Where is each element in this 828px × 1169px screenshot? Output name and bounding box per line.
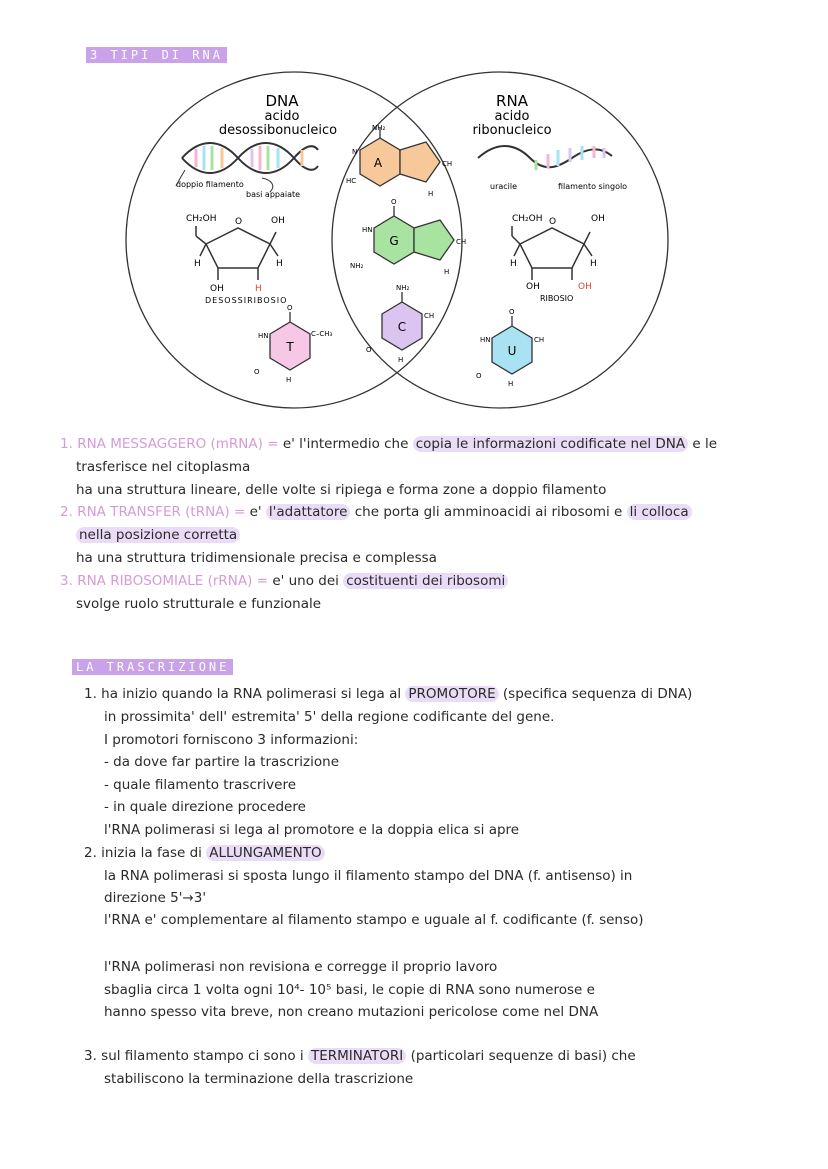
text-line: stabiliscono la terminazione della trascrizione <box>104 1071 414 1087</box>
list-line: ha una struttura lineare, delle volte si ripiega e forma zone a doppio filamento <box>76 482 607 498</box>
ribose-h1: H <box>510 259 517 269</box>
deoxyribose-structure <box>196 226 278 280</box>
text-line: l'RNA polimerasi si lega al promotore e la doppia elica si apre <box>104 822 520 838</box>
thymine-ch3: C–CH₃ <box>311 330 333 338</box>
trna-highlight-3: nella posizione corretta <box>76 527 240 543</box>
thymine-hn: HN <box>258 332 269 340</box>
mrna-text1: e' l'intermedio che <box>282 436 413 452</box>
trna-name: 2. RNA TRANSFER (tRNA) = <box>60 504 246 520</box>
uracil-structure <box>476 308 544 388</box>
mrna-name: 1. RNA MESSAGGERO (mRNA) = <box>60 436 279 452</box>
cytosine-ch: CH <box>424 312 435 320</box>
section-title-rna-types: 3 TIPI DI RNA <box>86 47 227 63</box>
text-line: l'RNA e' complementare al filamento stampo e uguale al f. codificante (f. senso) <box>104 912 644 928</box>
guanine-hn: HN <box>362 226 373 234</box>
thymine-letter: T <box>286 340 294 354</box>
rrna-highlight: costituenti dei ribosomi <box>343 573 508 589</box>
guanine-letter: G <box>389 234 399 248</box>
trna-text2: che porta gli amminoacidi ai ribosomi e <box>350 504 627 520</box>
text-line: direzione 5'→3' <box>104 890 207 906</box>
adenine-structure <box>346 124 452 198</box>
adenine-hc: HC <box>346 177 357 185</box>
cytosine-structure <box>366 284 434 364</box>
rna-sub2: ribonucleico <box>472 123 552 138</box>
ribose-oh: OH <box>591 214 605 224</box>
thymine-o: O <box>287 304 293 312</box>
dna-bases-label: basi appaiate <box>246 190 301 199</box>
rna-title: RNA <box>496 92 528 110</box>
transcription-step-3: 3. sul filamento stampo ci sono i TERMINATORI (particolari sequenze di basi) che <box>84 1048 636 1064</box>
text-line: hanno spesso vita breve, non creano mutazioni pericolose come nel DNA <box>104 1004 599 1020</box>
section-title-transcription: LA TRASCRIZIONE <box>72 659 233 675</box>
ribose-h2: H <box>590 259 597 269</box>
thymine-o2: O <box>254 368 260 376</box>
transcription-step-1: 1. ha inizio quando la RNA polimerasi si lega al PROMOTORE (specifica sequenza di DNA) <box>84 686 693 702</box>
guanine-ch: CH <box>456 238 467 246</box>
rrna-text1: e' uno dei <box>272 573 344 589</box>
cytosine-o: O <box>366 346 372 354</box>
terminators-highlight: TERMINATORI <box>308 1048 406 1064</box>
adenine-ch: CH <box>442 160 453 168</box>
trna-highlight: l'adattatore <box>266 504 351 520</box>
rrna-name: 3. RNA RIBOSOMIALE (rRNA) = <box>60 573 269 589</box>
thymine-h: H <box>286 376 292 384</box>
trna-text1: e' <box>249 504 266 520</box>
guanine-h: H <box>444 268 450 276</box>
deoxyribose-name: DESOSSIRIBOSIO <box>205 296 288 305</box>
deoxyribose-oh: OH <box>271 216 285 226</box>
rna-sub1: acido <box>494 109 530 124</box>
list-item-trna <box>60 503 692 521</box>
ribose-o: O <box>549 217 557 227</box>
dna-double-helix-icon <box>182 143 318 173</box>
cytosine-h: H <box>398 356 404 364</box>
ribose-oh-bottom: OH <box>526 282 540 292</box>
deoxyribose-o: O <box>235 217 243 227</box>
text-line: - in quale direzione procedere <box>104 799 306 815</box>
ribose-structure <box>512 226 592 280</box>
deoxyribose-h1: H <box>194 259 201 269</box>
text-line: l'RNA polimerasi non revisiona e corregge il proprio lavoro <box>104 959 498 975</box>
deoxyribose-oh-bottom: OH <box>210 284 224 294</box>
mrna-highlight: copia le informazioni codificate nel DNA <box>413 436 688 452</box>
list-item-mrna <box>60 435 717 453</box>
list-line: ha una struttura tridimensionale precisa e complessa <box>76 550 437 566</box>
guanine-h2n: NH₂ <box>350 262 364 270</box>
uracil-o: O <box>509 308 515 316</box>
cytosine-letter: C <box>397 320 407 334</box>
dna-strand-label: doppio filamento <box>176 180 244 189</box>
list-item-rrna <box>60 572 508 590</box>
ribose-ch2oh: CH₂OH <box>512 214 543 224</box>
dna-sub2: desossibonucleico <box>218 123 338 138</box>
rna-strand-label: filamento singolo <box>558 182 628 191</box>
deoxyribose-ch2oh: CH₂OH <box>186 214 217 224</box>
text-line: la RNA polimerasi si sposta lungo il filamento stampo del DNA (f. antisenso) in <box>104 868 633 884</box>
adenine-letter: A <box>373 156 383 170</box>
adenine-n1: N <box>352 148 358 156</box>
venn-diagram <box>0 0 828 420</box>
thymine-structure <box>254 304 333 384</box>
list-line: trasferisce nel citoplasma <box>76 459 251 475</box>
text-line: in prossimita' dell' estremita' 5' della regione codificante del gene. <box>104 709 555 725</box>
text-line: - da dove far partire la trascrizione <box>104 754 340 770</box>
adenine-nh2: NH₂ <box>372 124 386 132</box>
elongation-highlight: ALLUNGAMENTO <box>206 845 324 861</box>
ribose-oh-red: OH <box>578 282 592 292</box>
guanine-structure <box>350 198 466 276</box>
guanine-o: O <box>391 198 397 206</box>
trna-highlight-2: li colloca <box>627 504 692 520</box>
uracil-h: H <box>508 380 514 388</box>
deoxyribose-h2: H <box>276 259 283 269</box>
uracil-hn: HN <box>480 336 491 344</box>
list-line <box>76 526 240 544</box>
cytosine-nh2: NH₂ <box>396 284 410 292</box>
promoter-highlight: PROMOTORE <box>405 686 498 702</box>
rna-single-strand-icon <box>478 146 612 170</box>
mrna-text2: e le <box>688 436 718 452</box>
list-line: svolge ruolo strutturale e funzionale <box>76 596 322 612</box>
ribose-name: RIBOSIO <box>540 294 574 303</box>
transcription-step-2: 2. inizia la fase di ALLUNGAMENTO <box>84 844 325 862</box>
adenine-h: H <box>428 190 434 198</box>
uracil-o2: O <box>476 372 482 380</box>
dna-sub1: acido <box>264 109 300 124</box>
text-line: I promotori forniscono 3 informazioni: <box>104 732 359 748</box>
text-line: - quale filamento trascrivere <box>104 777 297 793</box>
uracil-ch: CH <box>534 336 545 344</box>
rna-uracil-label: uracile <box>490 182 518 191</box>
deoxyribose-h-bottom: H <box>255 284 262 294</box>
uracil-letter: U <box>507 344 517 358</box>
text-line: sbaglia circa 1 volta ogni 10⁴- 10⁵ basi, le copie di RNA sono numerose e <box>104 982 595 998</box>
dna-title: DNA <box>265 92 299 110</box>
